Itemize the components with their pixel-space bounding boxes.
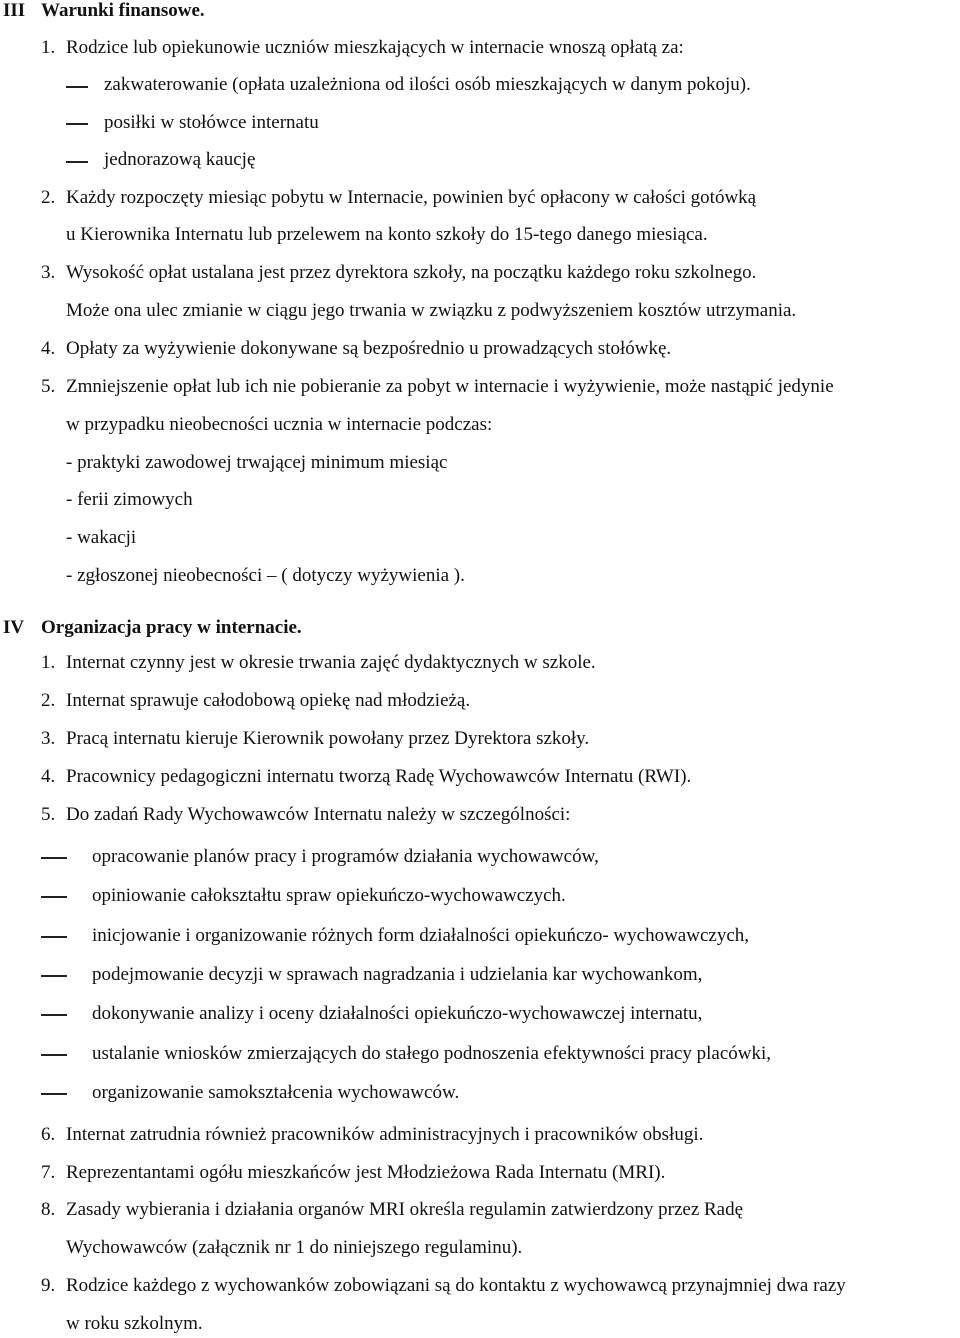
s4-item-number: 5. [41,804,56,825]
s3-item1-number: 1. [41,37,56,58]
s4-item-text: Pracą internatu kieruje Kierownik powołany przez Dyrektora szkoły. [66,728,590,749]
s4-item9-line1: Rodzice każdego z wychowanków zobowiązani są do kontaktu z wychowawcą przynajmniej dwa razy [66,1275,846,1296]
dash-bullet-icon [41,1054,67,1056]
s4-item-number: 3. [41,728,56,749]
dash-bullet-icon [66,86,88,88]
s4-task-item: dokonywanie analizy i oceny działalności opiekuńczo-wychowawczej internatu, [92,1003,703,1024]
s3-item2-line1: Każdy rozpoczęty miesiąc pobytu w Internacie, powinien być opłacony w całości gotówką [66,187,757,208]
s3-item4-text: Opłaty za wyżywienie dokonywane są bezpośrednio u prowadzących stołówkę. [66,338,672,359]
s3-item1-text: Rodzice lub opiekunowie uczniów mieszkających w internacie wnoszą opłatą za: [66,37,684,58]
dash-bullet-icon [41,975,67,977]
section-4-title: Organizacja pracy w internacie. [41,617,302,638]
s4-item-text: Pracownicy pedagogiczni internatu tworzą Radę Wychowawców Internatu (RWI). [66,766,692,787]
s3-item2-line2: u Kierownika Internatu lub przelewem na konto szkoły do 15-tego danego miesiąca. [66,224,708,245]
s4-item8-line1: Zasady wybierania i działania organów MRI określa regulamin zatwierdzony przez Radę [66,1199,744,1220]
s4-item-number: 1. [41,652,56,673]
s3-item5-line1: Zmniejszenie opłat lub ich nie pobieranie za pobyt w internacie i wyżywienie, może nastąpić jedynie [66,376,834,397]
s4-task-item: opracowanie planów pracy i programów działania wychowawców, [92,846,599,867]
section-3-number: III [3,0,26,21]
dash-bullet-icon [41,936,67,938]
s3-item1-bullet: jednorazową kaucję [104,149,256,170]
s4-task-item: inicjowanie i organizowanie różnych form działalności opiekuńczo- wychowawczych, [92,925,750,946]
s3-item5-sub: - wakacji [66,527,137,548]
s3-item5-sub: - praktyki zawodowej trwającej minimum miesiąc [66,452,448,473]
s4-item9-number: 9. [41,1275,56,1296]
s4-item-text: Internat sprawuje całodobową opiekę nad młodzieżą. [66,690,471,711]
s3-item2-number: 2. [41,187,56,208]
s3-item5-sub: - ferii zimowych [66,489,193,510]
s4-item6-number: 6. [41,1124,56,1145]
s3-item1-bullet: zakwaterowanie (opłata uzależniona od ilości osób mieszkających w danym pokoju). [104,74,751,95]
s4-item-number: 2. [41,690,56,711]
s4-item7-text: Reprezentantami ogółu mieszkańców jest Młodzieżowa Rada Internatu (MRI). [66,1162,666,1183]
s4-item7-number: 7. [41,1162,56,1183]
s3-item3-line2: Może ona ulec zmianie w ciągu jego trwania w związku z podwyższeniem kosztów utrzymania. [66,300,797,321]
s3-item1-bullet: posiłki w stołówce internatu [104,112,319,133]
s3-item5-line2: w przypadku nieobecności ucznia w internacie podczas: [66,414,493,435]
s3-item3-line1: Wysokość opłat ustalana jest przez dyrektora szkoły, na początku każdego roku szkolnego. [66,262,757,283]
s4-item9-line2: w roku szkolnym. [66,1313,203,1334]
dash-bullet-icon [41,1014,67,1016]
dash-bullet-icon [41,896,67,898]
s4-item-number: 4. [41,766,56,787]
s4-item6-text: Internat zatrudnia również pracowników administracyjnych i pracowników obsługi. [66,1124,704,1145]
section-3-title: Warunki finansowe. [41,0,205,21]
s4-item-text: Do zadań Rady Wychowawców Internatu należy w szczególności: [66,804,571,825]
dash-bullet-icon [66,123,88,125]
s4-task-item: podejmowanie decyzji w sprawach nagradzania i udzielania kar wychowankom, [92,964,703,985]
dash-bullet-icon [41,1093,67,1095]
s4-task-item: organizowanie samokształcenia wychowawców. [92,1082,460,1103]
s3-item5-number: 5. [41,376,56,397]
dash-bullet-icon [66,161,88,163]
s3-item4-number: 4. [41,338,56,359]
s3-item3-number: 3. [41,262,56,283]
s4-item8-number: 8. [41,1199,56,1220]
section-4-number: IV [3,617,25,638]
s4-task-item: opiniowanie całokształtu spraw opiekuńczo-wychowawczych. [92,885,566,906]
s4-item-text: Internat czynny jest w okresie trwania zajęć dydaktycznych w szkole. [66,652,596,673]
s4-task-item: ustalanie wniosków zmierzających do stałego podnoszenia efektywności pracy placówki, [92,1043,772,1064]
dash-bullet-icon [41,857,67,859]
s4-item8-line2: Wychowawców (załącznik nr 1 do niniejszego regulaminu). [66,1237,523,1258]
s3-item5-sub: - zgłoszonej nieobecności – ( dotyczy wyżywienia ). [66,565,465,586]
